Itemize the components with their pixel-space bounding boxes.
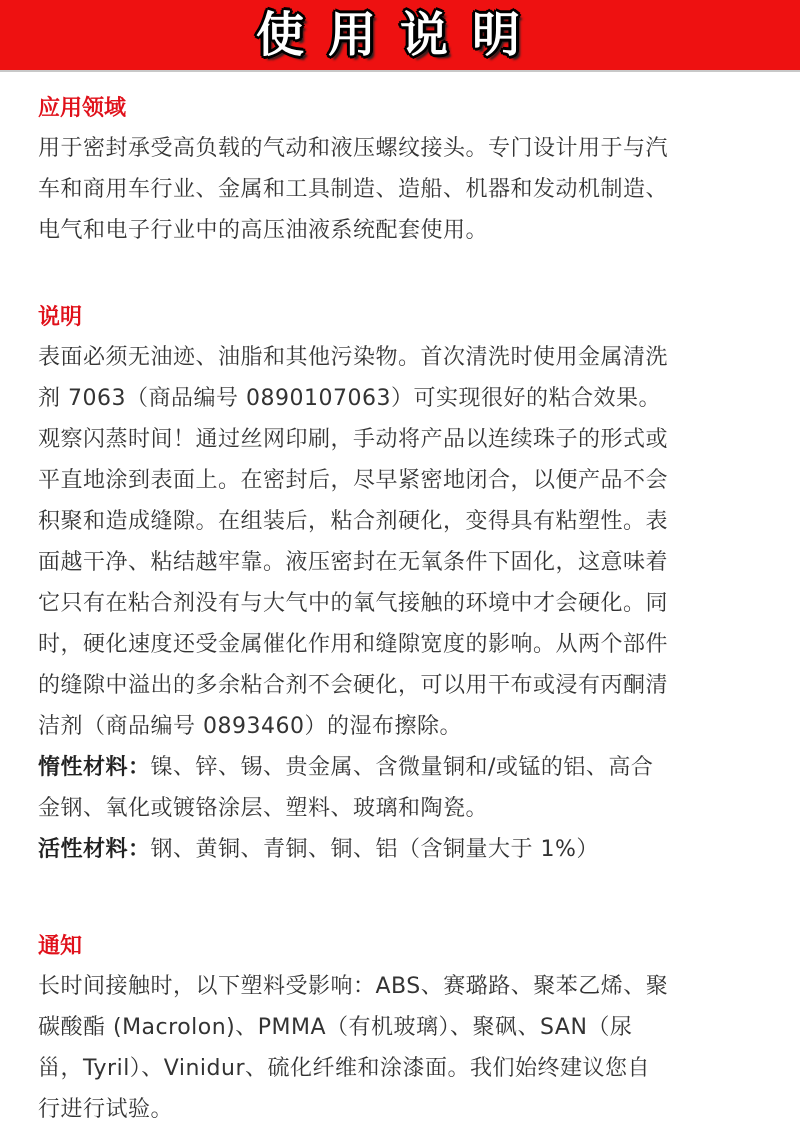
paragraph-line: 观察闪蒸时间！通过丝网印刷，手动将产品以连续珠子的形式或 [38, 427, 669, 452]
active-materials-line [38, 829, 768, 870]
paragraph-line: 时，硬化速度还受金属催化作用和缝隙宽度的影响。从两个部件 [38, 632, 669, 657]
section-description [38, 303, 768, 870]
paragraph-line: 的缝隙中溢出的多余粘合剂不会硬化，可以用干布或浸有丙酮清 [38, 673, 669, 698]
paragraph-line: 表面必须无油迹、油脂和其他污染物。首次清洗时使用金属清洗 [38, 345, 669, 370]
active-materials-label: 活性材料： [38, 837, 151, 862]
paragraph-line: 金钢、氧化或镀铬涂层、塑料、玻璃和陶瓷。 [38, 796, 489, 821]
paragraph-line: 电气和电子行业中的高压油液系统配套使用。 [38, 218, 489, 243]
banner-title: 使用说明 [255, 7, 544, 63]
inert-materials-line [38, 747, 768, 788]
paragraph-line: 长时间接触时，以下塑料受影响：ABS、赛璐路、聚苯乙烯、聚 [38, 974, 669, 999]
paragraph-line: 车和商用车行业、金属和工具制造、造船、机器和发动机制造、 [38, 177, 669, 202]
paragraph-line: 甾，Tyril）、Vinidur、硫化纤维和涂漆面。我们始终建议您自 [38, 1056, 650, 1081]
paragraph-line: 它只有在粘合剂没有与大气中的氧气接触的环境中才会硬化。同 [38, 591, 669, 616]
active-materials-text: 钢、黄铜、青铜、铜、铝（含铜量大于 1%） [150, 837, 599, 862]
inert-materials-label: 惰性材料： [38, 755, 151, 780]
section-heading-notice: 通知 [38, 934, 83, 959]
paragraph-line: 用于密封承受高负载的气动和液压螺纹接头。专门设计用于与汽 [38, 136, 669, 161]
paragraph-line: 剂 7063（商品编号 0890107063）可实现很好的粘合效果。 [38, 386, 661, 411]
paragraph-line: 行进行试验。 [38, 1097, 174, 1122]
banner-divider [0, 70, 800, 72]
section-heading-application: 应用领域 [38, 96, 127, 121]
paragraph-line: 碳酸酯 (Macrolon)、PMMA（有机玻璃）、聚砜、SAN（尿 [38, 1015, 633, 1040]
inert-materials-text: 镍、锌、锡、贵金属、含微量铜和/或锰的铝、高合 [150, 755, 654, 780]
paragraph-line: 积聚和造成缝隙。在组装后，粘合剂硬化，变得具有粘塑性。表 [38, 509, 669, 534]
section-application [38, 94, 768, 251]
section-heading-description: 说明 [38, 305, 83, 330]
paragraph-line: 洁剂（商品编号 0893460）的湿布擦除。 [38, 714, 462, 739]
section-notice [38, 932, 768, 1130]
title-banner [0, 0, 800, 70]
paragraph-line: 面越干净、粘结越牢靠。液压密封在无氧条件下固化，这意味着 [38, 550, 669, 575]
paragraph-line: 平直地涂到表面上。在密封后，尽早紧密地闭合，以便产品不会 [38, 468, 669, 493]
